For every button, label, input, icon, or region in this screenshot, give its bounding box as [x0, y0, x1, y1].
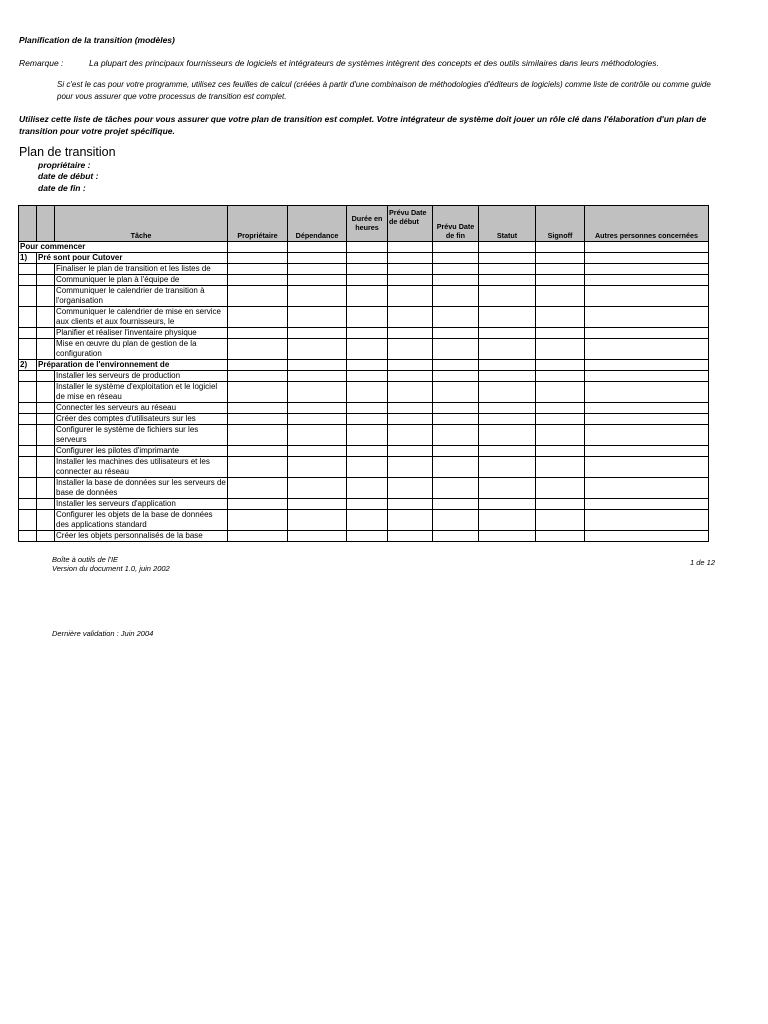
empty-cell[interactable] — [585, 307, 709, 328]
empty-cell[interactable] — [433, 307, 479, 328]
empty-cell[interactable] — [288, 360, 347, 371]
section-row — [19, 360, 709, 371]
empty-cell[interactable] — [347, 339, 388, 360]
empty-cell — [19, 510, 37, 531]
task-name: Communiquer le calendrier de mise en service aux clients et aux fournisseurs, le — [55, 307, 228, 328]
task-row — [19, 510, 709, 531]
start-date-label: date de début : — [38, 171, 99, 181]
end-date-label: date de fin : — [38, 183, 86, 193]
section-number: 1) — [19, 253, 37, 264]
empty-cell[interactable] — [536, 403, 585, 414]
empty-cell[interactable] — [479, 371, 536, 382]
empty-cell[interactable] — [433, 242, 479, 253]
empty-cell — [37, 531, 55, 542]
empty-cell — [19, 328, 37, 339]
empty-cell[interactable] — [585, 531, 709, 542]
empty-cell — [19, 371, 37, 382]
empty-cell[interactable] — [347, 242, 388, 253]
empty-cell[interactable] — [388, 307, 433, 328]
section-number: 2) — [19, 360, 37, 371]
task-row — [19, 446, 709, 457]
empty-cell — [37, 275, 55, 286]
task-name: Configurer le système de fichiers sur les serveurs — [55, 425, 228, 446]
task-row — [19, 339, 709, 360]
empty-cell[interactable] — [433, 457, 479, 478]
empty-cell[interactable] — [347, 478, 388, 499]
empty-cell[interactable] — [585, 286, 709, 307]
empty-cell[interactable] — [585, 414, 709, 425]
empty-cell[interactable] — [536, 446, 585, 457]
task-name: Installer la base de données sur les serveurs de base de données — [56, 478, 226, 497]
section-title: Pré sont pour Cutover — [37, 253, 228, 264]
task-row — [19, 328, 709, 339]
empty-cell[interactable] — [288, 339, 347, 360]
empty-cell — [37, 371, 55, 382]
empty-cell[interactable] — [347, 307, 388, 328]
empty-cell — [19, 478, 37, 499]
task-table — [18, 205, 709, 542]
empty-cell[interactable] — [288, 253, 347, 264]
empty-cell[interactable] — [536, 510, 585, 531]
empty-cell — [37, 425, 55, 446]
empty-cell[interactable] — [388, 371, 433, 382]
header-signoff: Signoff — [536, 206, 585, 242]
empty-cell[interactable] — [347, 425, 388, 446]
task-row — [19, 414, 709, 425]
empty-cell[interactable] — [288, 457, 347, 478]
header-task: Tâche — [55, 206, 228, 242]
empty-cell[interactable] — [536, 414, 585, 425]
empty-cell[interactable] — [388, 425, 433, 446]
header-owner: Propriétaire — [228, 206, 288, 242]
empty-cell[interactable] — [479, 446, 536, 457]
empty-cell[interactable] — [388, 242, 433, 253]
empty-cell[interactable] — [585, 242, 709, 253]
empty-cell[interactable] — [388, 414, 433, 425]
empty-cell[interactable] — [228, 275, 288, 286]
empty-cell — [19, 339, 37, 360]
empty-cell[interactable] — [347, 457, 388, 478]
empty-cell[interactable] — [388, 253, 433, 264]
empty-cell[interactable] — [347, 253, 388, 264]
empty-cell[interactable] — [433, 403, 479, 414]
task-row — [19, 264, 709, 275]
empty-cell[interactable] — [288, 510, 347, 531]
empty-cell[interactable] — [228, 478, 288, 499]
empty-cell[interactable] — [228, 371, 288, 382]
empty-cell[interactable] — [433, 328, 479, 339]
empty-cell — [19, 403, 37, 414]
empty-cell[interactable] — [479, 403, 536, 414]
empty-cell[interactable] — [536, 499, 585, 510]
empty-cell[interactable] — [347, 371, 388, 382]
empty-cell[interactable] — [585, 360, 709, 371]
empty-cell — [19, 286, 37, 307]
empty-cell[interactable] — [433, 414, 479, 425]
empty-cell[interactable] — [479, 360, 536, 371]
empty-cell[interactable] — [288, 478, 347, 499]
empty-cell[interactable] — [347, 382, 388, 403]
task-row — [19, 478, 709, 499]
task-name: Finaliser le plan de transition et les listes de — [55, 264, 228, 275]
empty-cell[interactable] — [288, 328, 347, 339]
empty-cell[interactable] — [479, 253, 536, 264]
empty-cell[interactable] — [479, 478, 536, 499]
header-dependency: Dépendance — [288, 206, 347, 242]
task-name: Créer les objets personnalisés de la base — [55, 531, 228, 542]
empty-cell[interactable] — [388, 446, 433, 457]
empty-cell[interactable] — [585, 264, 709, 275]
empty-cell[interactable] — [585, 510, 709, 531]
task-row — [19, 382, 709, 403]
last-validation: Dernière validation : Juin 2004 — [52, 629, 154, 638]
empty-cell[interactable] — [433, 382, 479, 403]
empty-cell[interactable] — [288, 275, 347, 286]
empty-cell[interactable] — [347, 360, 388, 371]
empty-cell[interactable] — [228, 264, 288, 275]
empty-cell[interactable] — [585, 478, 709, 499]
empty-cell[interactable] — [479, 328, 536, 339]
page-number: 1 de 12 — [690, 558, 716, 567]
empty-cell[interactable] — [228, 499, 288, 510]
empty-cell — [37, 510, 55, 531]
task-name: Communiquer le plan à l'équipe de — [55, 275, 228, 286]
empty-cell[interactable] — [388, 403, 433, 414]
remark-label: Remarque : — [19, 58, 64, 68]
empty-cell — [19, 446, 37, 457]
empty-cell[interactable] — [347, 328, 388, 339]
empty-cell — [37, 339, 55, 360]
empty-cell[interactable] — [388, 339, 433, 360]
empty-cell[interactable] — [347, 414, 388, 425]
empty-cell[interactable] — [288, 286, 347, 307]
empty-cell[interactable] — [388, 360, 433, 371]
empty-cell[interactable] — [288, 425, 347, 446]
empty-cell[interactable] — [479, 510, 536, 531]
remark-paragraph — [19, 58, 709, 69]
task-row — [19, 457, 709, 478]
header-others: Autres personnes concernées — [585, 206, 709, 242]
empty-cell[interactable] — [433, 360, 479, 371]
empty-cell[interactable] — [288, 307, 347, 328]
empty-cell[interactable] — [479, 382, 536, 403]
empty-cell[interactable] — [433, 531, 479, 542]
task-name: Communiquer le calendrier de transition à l'organisation — [55, 286, 228, 307]
empty-cell[interactable] — [585, 457, 709, 478]
empty-cell[interactable] — [536, 339, 585, 360]
header-duration: Durée en heures — [347, 206, 388, 242]
empty-cell[interactable] — [433, 264, 479, 275]
empty-cell[interactable] — [585, 499, 709, 510]
task-name: Configurer les pilotes d'imprimante — [55, 446, 228, 457]
empty-cell[interactable] — [536, 242, 585, 253]
instructions-text: Utilisez cette liste de tâches pour vous assurer que votre plan de transition est complet. Votre intégrateur de système doit jouer un rôle clé dans l'élaboration d'un plan de transition pour votre projet spécifique. — [19, 114, 707, 136]
task-row — [19, 403, 709, 414]
empty-cell — [37, 286, 55, 307]
empty-cell[interactable] — [585, 253, 709, 264]
empty-cell[interactable] — [388, 499, 433, 510]
empty-cell[interactable] — [433, 510, 479, 531]
empty-cell — [37, 478, 55, 499]
empty-cell[interactable] — [536, 328, 585, 339]
empty-cell[interactable] — [228, 339, 288, 360]
section-title: Préparation de l'environnement de — [37, 360, 228, 371]
plan-title: Plan de transition — [19, 145, 116, 159]
intro-label: Pour commencer — [19, 242, 228, 253]
empty-cell[interactable] — [536, 360, 585, 371]
empty-cell[interactable] — [433, 253, 479, 264]
task-name: Installer les serveurs d'application — [55, 499, 228, 510]
empty-cell[interactable] — [347, 275, 388, 286]
task-row — [19, 307, 709, 328]
task-row — [19, 371, 709, 382]
empty-cell[interactable] — [228, 414, 288, 425]
empty-cell — [37, 499, 55, 510]
empty-cell[interactable] — [388, 264, 433, 275]
empty-cell — [19, 499, 37, 510]
empty-cell[interactable] — [433, 371, 479, 382]
task-name: Configurer les objets de la base de données des applications standard — [55, 510, 228, 531]
empty-cell[interactable] — [288, 414, 347, 425]
empty-cell[interactable] — [347, 286, 388, 307]
empty-cell[interactable] — [479, 286, 536, 307]
empty-cell[interactable] — [536, 382, 585, 403]
remark-text-2: Si c'est le cas pour votre programme, utilisez ces feuilles de calcul (créées à partir d'une combinaison de méthodologies d'éditeurs de logiciels) comme liste de contrôle ou comme guide pour vous assurer que votre processus de transition est complet. — [57, 80, 711, 101]
empty-cell[interactable] — [388, 286, 433, 307]
empty-cell — [37, 446, 55, 457]
task-name: Installer les serveurs de production — [55, 371, 228, 382]
empty-cell[interactable] — [288, 499, 347, 510]
remark-text: La plupart des principaux fournisseurs de logiciels et intégrateurs de systèmes intègrent des concepts et des outils similaires dans leurs méthodologies. — [89, 58, 659, 68]
empty-cell — [37, 307, 55, 328]
empty-cell[interactable] — [585, 446, 709, 457]
empty-cell[interactable] — [536, 371, 585, 382]
empty-cell[interactable] — [479, 457, 536, 478]
empty-cell[interactable] — [536, 275, 585, 286]
header-planned-end: Prévu Date de fin — [433, 206, 479, 242]
empty-cell[interactable] — [433, 275, 479, 286]
footer-toolbox: Boîte à outils de l'IE — [52, 555, 119, 564]
empty-cell — [37, 457, 55, 478]
empty-cell[interactable] — [536, 457, 585, 478]
empty-cell[interactable] — [479, 425, 536, 446]
empty-cell[interactable] — [288, 446, 347, 457]
empty-cell — [37, 414, 55, 425]
task-row — [19, 531, 709, 542]
owner-label: propriétaire : — [38, 160, 91, 170]
header-blank-1 — [19, 206, 37, 242]
empty-cell[interactable] — [536, 307, 585, 328]
empty-cell[interactable] — [585, 382, 709, 403]
empty-cell[interactable] — [433, 425, 479, 446]
empty-cell[interactable] — [228, 457, 288, 478]
empty-cell[interactable] — [585, 371, 709, 382]
document-title: Planification de la transition (modèles) — [19, 35, 175, 45]
task-name: Connecter les serveurs au réseau — [55, 403, 228, 414]
task-row — [19, 499, 709, 510]
empty-cell[interactable] — [228, 253, 288, 264]
empty-cell[interactable] — [433, 446, 479, 457]
empty-cell — [19, 425, 37, 446]
empty-cell — [37, 264, 55, 275]
empty-cell[interactable] — [536, 531, 585, 542]
empty-cell[interactable] — [536, 478, 585, 499]
empty-cell[interactable] — [433, 478, 479, 499]
empty-cell[interactable] — [228, 286, 288, 307]
task-name: Planifier et réaliser l'inventaire physique — [55, 328, 228, 339]
empty-cell[interactable] — [347, 403, 388, 414]
empty-cell — [19, 307, 37, 328]
empty-cell[interactable] — [347, 499, 388, 510]
empty-cell[interactable] — [347, 264, 388, 275]
empty-cell[interactable] — [479, 275, 536, 286]
empty-cell[interactable] — [228, 242, 288, 253]
empty-cell[interactable] — [388, 478, 433, 499]
task-row — [19, 425, 709, 446]
empty-cell[interactable] — [585, 339, 709, 360]
empty-cell[interactable] — [479, 499, 536, 510]
empty-cell[interactable] — [536, 264, 585, 275]
empty-cell[interactable] — [479, 414, 536, 425]
empty-cell[interactable] — [288, 403, 347, 414]
task-row — [19, 286, 709, 307]
empty-cell[interactable] — [228, 446, 288, 457]
task-name: Installer les machines des utilisateurs et les connecter au réseau — [55, 457, 228, 478]
empty-cell[interactable] — [388, 457, 433, 478]
intro-row — [19, 242, 709, 253]
empty-cell[interactable] — [288, 242, 347, 253]
empty-cell[interactable] — [433, 286, 479, 307]
task-name: Installer le système d'exploitation et le logiciel de mise en réseau — [55, 382, 228, 403]
empty-cell[interactable] — [388, 382, 433, 403]
empty-cell[interactable] — [479, 242, 536, 253]
empty-cell — [19, 264, 37, 275]
empty-cell[interactable] — [536, 253, 585, 264]
empty-cell[interactable] — [479, 264, 536, 275]
empty-cell[interactable] — [479, 307, 536, 328]
header-blank-2 — [37, 206, 55, 242]
empty-cell[interactable] — [228, 360, 288, 371]
empty-cell[interactable] — [228, 403, 288, 414]
empty-cell[interactable] — [228, 382, 288, 403]
empty-cell[interactable] — [288, 264, 347, 275]
empty-cell[interactable] — [288, 382, 347, 403]
empty-cell[interactable] — [228, 510, 288, 531]
empty-cell[interactable] — [388, 275, 433, 286]
empty-cell[interactable] — [388, 510, 433, 531]
empty-cell[interactable] — [228, 531, 288, 542]
footer-version: Version du document 1.0, juin 2002 — [52, 564, 170, 573]
empty-cell[interactable] — [388, 531, 433, 542]
empty-cell[interactable] — [288, 371, 347, 382]
empty-cell[interactable] — [388, 328, 433, 339]
empty-cell[interactable] — [536, 425, 585, 446]
empty-cell — [37, 403, 55, 414]
empty-cell — [19, 275, 37, 286]
empty-cell[interactable] — [228, 425, 288, 446]
task-name: Créer des comptes d'utilisateurs sur les — [55, 414, 228, 425]
section-row — [19, 253, 709, 264]
task-row — [19, 275, 709, 286]
empty-cell[interactable] — [585, 403, 709, 414]
empty-cell[interactable] — [228, 328, 288, 339]
empty-cell[interactable] — [347, 531, 388, 542]
empty-cell[interactable] — [585, 328, 709, 339]
header-status: Statut — [479, 206, 536, 242]
empty-cell[interactable] — [479, 339, 536, 360]
empty-cell[interactable] — [433, 339, 479, 360]
empty-cell[interactable] — [228, 307, 288, 328]
empty-cell[interactable] — [585, 275, 709, 286]
table-header-row — [19, 206, 709, 242]
empty-cell — [19, 382, 37, 403]
empty-cell — [37, 328, 55, 339]
empty-cell[interactable] — [433, 499, 479, 510]
empty-cell[interactable] — [536, 286, 585, 307]
header-planned-start: Prévu Date de début — [388, 206, 433, 242]
task-name: Mise en œuvre du plan de gestion de la configuration — [55, 339, 228, 360]
empty-cell — [37, 382, 55, 403]
empty-cell[interactable] — [347, 446, 388, 457]
empty-cell[interactable] — [479, 531, 536, 542]
empty-cell[interactable] — [288, 531, 347, 542]
empty-cell[interactable] — [585, 425, 709, 446]
empty-cell — [19, 414, 37, 425]
empty-cell[interactable] — [347, 510, 388, 531]
empty-cell — [19, 457, 37, 478]
empty-cell — [19, 531, 37, 542]
